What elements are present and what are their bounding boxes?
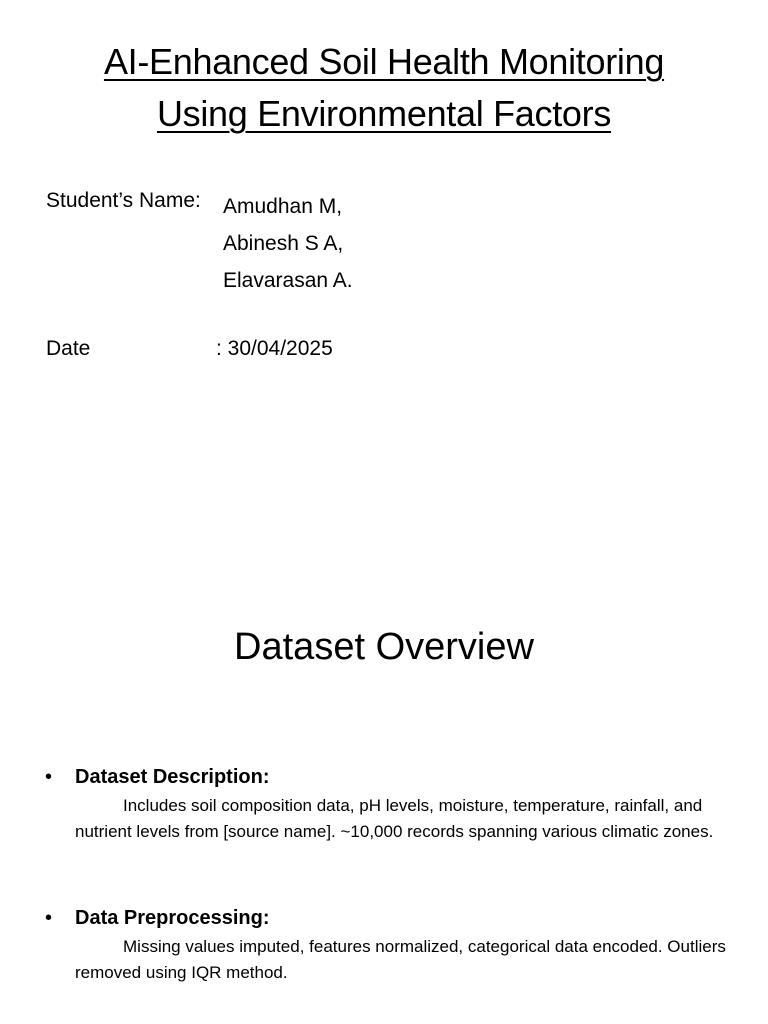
student-name: Amudhan M, — [223, 195, 343, 218]
student-name: Abinesh S A, — [223, 232, 344, 255]
bullet-title: Data Preprocessing: — [75, 907, 270, 929]
title-line-2: Using Environmental Factors — [156, 93, 612, 134]
date-value: : 30/04/2025 — [216, 337, 333, 360]
student-name: Elavarasan A. — [223, 269, 353, 292]
students-label: Student’s Name: — [46, 189, 201, 212]
bullet-marker: • — [45, 907, 53, 929]
slide-heading: Dataset Overview — [234, 626, 534, 668]
bullet-body: Includes soil composition data, pH levels, moisture, temperature, rainfall, and nutrient levels from [source name]. ~10,000 records spanning various climatic zones. — [75, 796, 714, 841]
students-row — [46, 188, 201, 214]
presentation-title — [40, 36, 728, 140]
dataset-overview-slide — [0, 512, 768, 1024]
bullet-body: Missing values imputed, features normalized, categorical data encoded. Outliers removed using IQR method. — [75, 937, 726, 982]
date-label: Date — [46, 337, 91, 360]
bullet-marker: • — [45, 766, 53, 788]
student-names — [223, 188, 353, 299]
title-line-1: AI-Enhanced Soil Health Monitoring — [103, 41, 665, 82]
bullet-title: Dataset Description: — [75, 766, 270, 788]
